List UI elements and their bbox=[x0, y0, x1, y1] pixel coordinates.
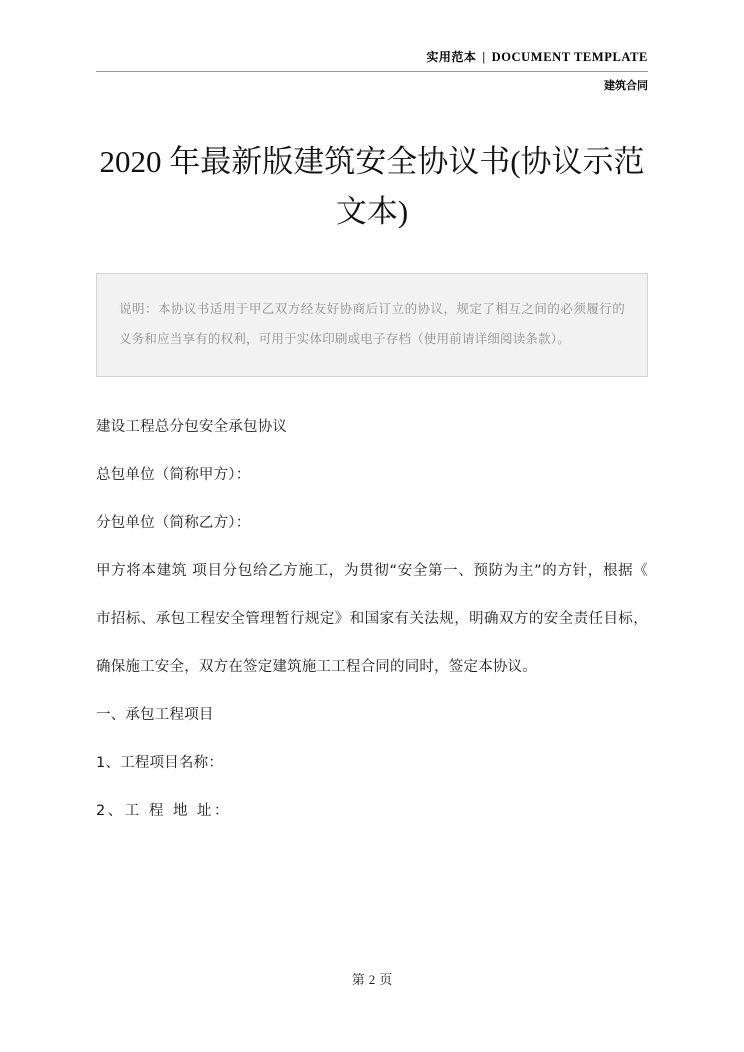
body-paragraph: 甲方将本建筑 项目分包给乙方施工，为贯彻“安全第一、预防为主”的方针，根据《 市招标、承包工程安全管理暂行规定》和国家有关法规，明确双方的安全责任目标，确保施工安全，双方在签定建筑施工工程合同的同时，签定本协议。 bbox=[96, 563, 648, 675]
page-header bbox=[96, 0, 648, 93]
page-footer bbox=[0, 969, 744, 988]
footer-prefix: 第 bbox=[351, 973, 365, 988]
note-text: 说明：本协议书适用于甲乙双方经友好协商后订立的协议，规定了相互之间的必须履行的义务和应当享有的权利，可用于实体印刷或电子存档（使用前请详细阅读条款）。 bbox=[119, 301, 625, 346]
header-brand-en: DOCUMENT TEMPLATE bbox=[491, 50, 648, 64]
footer-suffix: 页 bbox=[379, 973, 393, 988]
page-title: 2020 年最新版建筑安全协议书(协议示范文本) bbox=[99, 144, 645, 229]
note-box bbox=[96, 273, 648, 377]
body-paragraph: 建设工程总分包安全承包协议 bbox=[96, 419, 288, 435]
document-body bbox=[96, 403, 648, 835]
header-separator: | bbox=[482, 50, 486, 64]
header-category: 建筑合同 bbox=[604, 79, 648, 92]
header-brand-cn: 实用范本 bbox=[426, 50, 477, 64]
body-paragraph: 2、工 程 地 址： bbox=[96, 803, 232, 819]
header-brand bbox=[96, 48, 648, 65]
header-divider bbox=[96, 71, 648, 72]
body-paragraph: 1、工程项目名称： bbox=[96, 755, 224, 771]
body-paragraph: 分包单位（简称乙方）： bbox=[96, 515, 251, 531]
body-paragraph: 总包单位（简称甲方）： bbox=[96, 467, 251, 483]
footer-page-number: 2 bbox=[368, 972, 376, 987]
body-paragraph: 一、承包工程项目 bbox=[96, 707, 214, 723]
